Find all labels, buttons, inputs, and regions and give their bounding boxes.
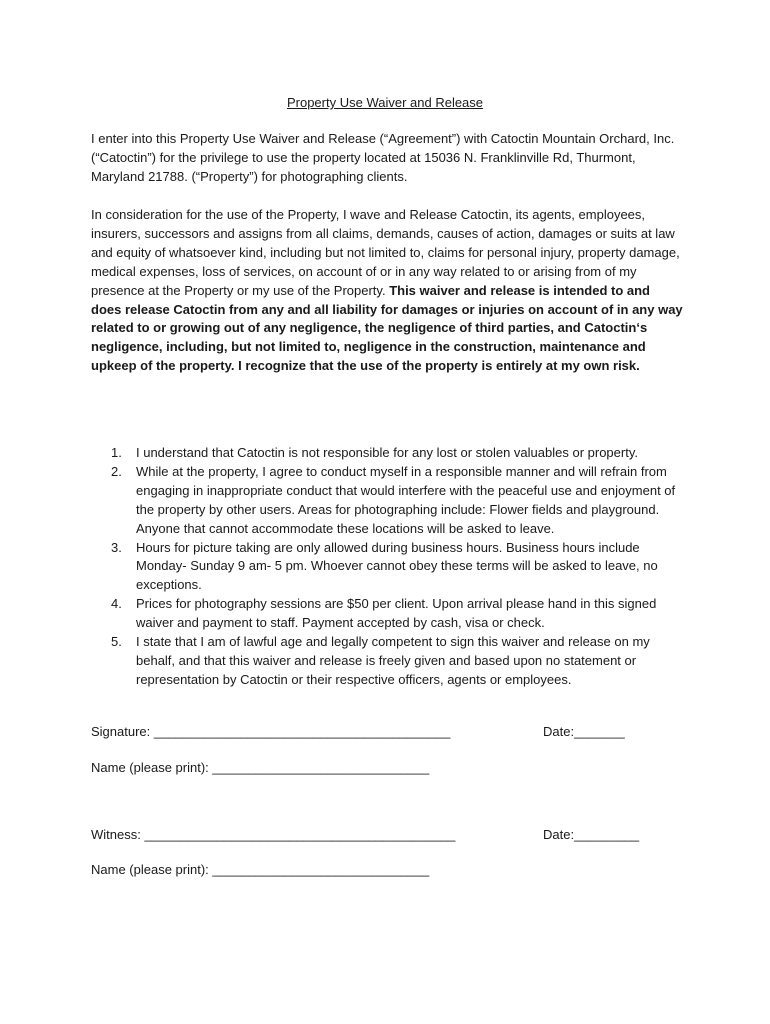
list-item	[91, 539, 683, 596]
release-paragraph	[91, 206, 683, 376]
list-number: 5.	[111, 634, 122, 650]
list-text: I understand that Catoctin is not responsible for any lost or stolen valuables or property.	[136, 445, 638, 460]
witness-name-field[interactable]: Name (please print): ______________________________	[91, 862, 430, 877]
document-title: Property Use Waiver and Release	[286, 95, 484, 110]
list-text: I state that I am of lawful age and legally competent to sign this waiver and release on my behalf, and that this waiver and release is freely given and based upon no statement or representation by Catoctin or their respective officers, agents or employees.	[136, 634, 650, 687]
terms-list	[91, 444, 683, 690]
list-number: 1.	[111, 445, 122, 460]
list-number: 3.	[111, 539, 122, 555]
witness-field[interactable]: Witness: ___________________________________________	[91, 827, 456, 842]
list-item	[91, 633, 683, 690]
agreement-paragraph: I enter into this Property Use Waiver and Release (“Agreement”) with Catoctin Mountain Orchard, Inc. (“Catoctin”) for the privilege to use the property located at 15036 N. Franklinville Rd, Thurmont, Maryland 21788. (“Property”) for photographing clients.	[91, 131, 675, 184]
list-number: 4.	[111, 596, 122, 612]
list-text: Prices for photography sessions are $50 per client. Upon arrival please hand in this signed waiver and payment to staff. Payment accepted by cash, visa or check.	[136, 596, 657, 631]
list-item	[91, 444, 683, 463]
release-bold-text: This waiver and release is intended to and does release Catoctin from any and all liability for damages or injuries on account of in any way related to or growing out of any negligence, the negligence of third parties, and Catoctin‘s negligence, including, but not limited to, negligence in the construction, maintenance and upkeep of the property. I recognize that the use of the property is entirely at my own risk.	[91, 282, 683, 374]
release-text: In consideration for the use of the Property, I wave and Release Catoctin, its agents, employees, insurers, successors and assigns from all claims, demands, causes of action, damages or suits at law and equity of whatsoever kind, including but not limited to, claims for personal injury, property damage, medical expenses, loss of services, on account of or in any way related to or arising from of my presence at the Property or my use of the Property.	[91, 207, 680, 298]
list-number: 2.	[111, 463, 122, 479]
list-text: Hours for picture taking are only allowed during business hours. Business hours include Monday- Sunday 9 am- 5 pm. Whoever cannot obey these terms will be asked to leave, no exceptions.	[136, 539, 658, 593]
witness-date-field[interactable]: Date:_________	[543, 827, 640, 842]
signature-field[interactable]: Signature: _________________________________________	[91, 724, 451, 739]
signer-name-field[interactable]: Name (please print): ______________________________	[91, 760, 430, 775]
list-text: While at the property, I agree to conduct myself in a responsible manner and will refrain from engaging in inappropriate conduct that would interfere with the peaceful use and enjoyment of the property by other users. Areas for photographing include: Flower fields and playground. Anyone that cannot accommodate these locations will be asked to leave.	[136, 463, 676, 536]
list-item	[91, 595, 683, 633]
signature-date-field[interactable]: Date:_______	[543, 724, 625, 739]
list-item	[91, 463, 683, 539]
